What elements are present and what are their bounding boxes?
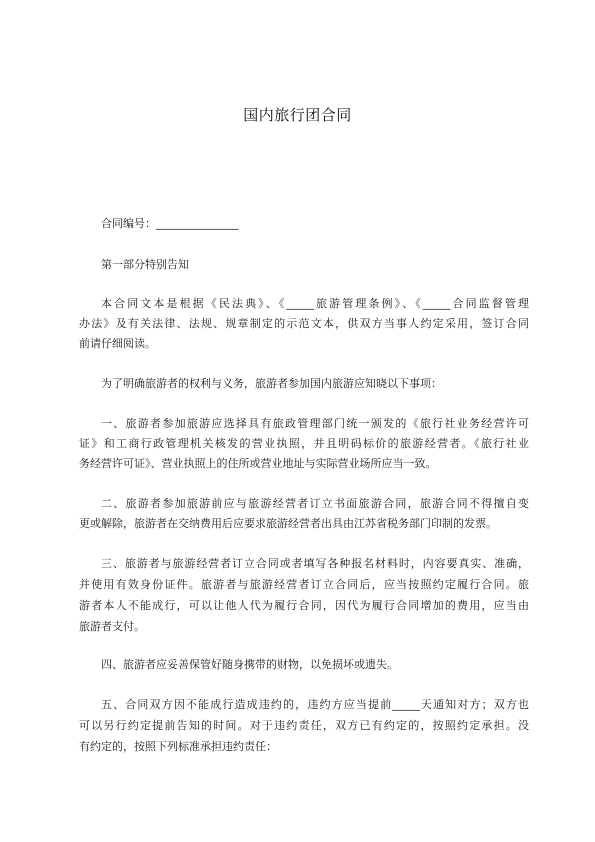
paragraph-line: 一、旅游者参加旅游应选择具有旅政管理部门统一颁发的《旅行社业务经营许可 bbox=[101, 417, 529, 430]
paragraph-line: 游者本人不能成行，可以让他人代为履行合同，因代为履行合同增加的费用，应当由 bbox=[79, 599, 529, 612]
paragraph-line: 五、合同双方因不能成行造成违约的，违约方应当提前_____天通知对方；双方也 bbox=[101, 698, 529, 711]
paragraph-line: 二、旅游者参加旅游前应与旅游经营者订立书面旅游合同，旅游合同不得擅自变 bbox=[101, 497, 529, 510]
paragraph-line: 旅游者支付。 bbox=[79, 620, 145, 633]
paragraph-line: 前请仔细阅读。 bbox=[79, 337, 156, 350]
paragraph-line: 可以另行约定提前告知的时间。对于违约责任，双方已有约定的，按照约定承担。没 bbox=[79, 719, 529, 732]
paragraph-line: 证》和工商行政管理机关核发的营业执照，并且明码标价的旅游经营者。《旅行社业 bbox=[79, 437, 529, 450]
paragraph-line: 为了明确旅游者的权利与义务，旅游者参加国内旅游应知晓以下事项： bbox=[101, 377, 442, 390]
part-heading: 第一部分特别告知 bbox=[101, 258, 189, 271]
contract-number-line: 合同编号：_______________ bbox=[101, 217, 239, 230]
paragraph-line: 有约定的，按照下列标准承担违约责任： bbox=[79, 740, 277, 753]
document-title: 国内旅行团合同 bbox=[243, 106, 352, 124]
paragraph-line: 四、旅游者应妥善保管好随身携带的财物，以免损坏或遗失。 bbox=[101, 658, 398, 671]
paragraph-line: 三、旅游者与旅游经营者订立合同或者填写各种报名材料时，内容要真实、准确， bbox=[101, 557, 529, 570]
paragraph-line: 办法》及有关法律、法规、规章制定的示范文本，供双方当事人约定采用，签订合同 bbox=[79, 317, 529, 330]
paragraph-line: 本合同文本是根据《民法典》、《_____旅游管理条例》、《_____合同监督管理 bbox=[101, 297, 529, 310]
paragraph-line: 务经营许可证》、营业执照上的住所或营业地址与实际营业场所应当一致。 bbox=[79, 457, 437, 470]
paragraph-line: 并使用有效身份证件。旅游者与旅游经营者订立合同后，应当按照约定履行合同。旅 bbox=[79, 578, 529, 591]
paragraph-line: 更或解除，旅游者在交纳费用后应要求旅游经营者出具由江苏省税务部门印制的发票。 bbox=[79, 517, 497, 530]
